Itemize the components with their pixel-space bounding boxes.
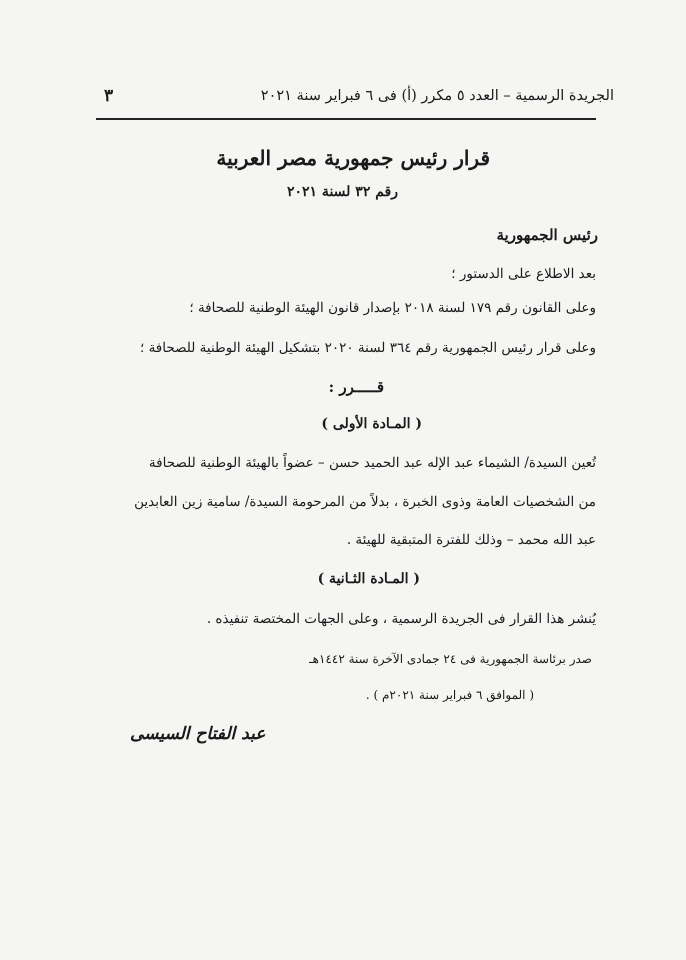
gazette-header: الجريدة الرسمية – العدد ٥ مكرر (أ) فى ٦ فبراير سنة ٢٠٢١ — [260, 88, 614, 104]
article-1-line: عبد الله محمد – وذلك للفترة المتبقية للهيئة . — [346, 532, 596, 548]
president-signature: عبد الفتاح السيسى — [130, 724, 266, 744]
article-1-line: من الشخصيات العامة وذوى الخبرة ، بدلاً من المرحومة السيدة/ سامية زين العابدين — [134, 494, 596, 510]
article-1-line: تُعين السيدة/ الشيماء عبد الإله عبد الحميد حسن – عضواً بالهيئة الوطنية للصحافة — [148, 455, 596, 471]
decided-heading: قـــــرر : — [328, 378, 384, 396]
header-rule — [96, 118, 596, 120]
page-number: ٣ — [104, 86, 114, 106]
article-1-heading: ( المـادة الأولى ) — [321, 416, 422, 432]
preamble-line: وعلى القانون رقم ١٧٩ لسنة ٢٠١٨ بإصدار قانون الهيئة الوطنية للصحافة ؛ — [189, 300, 596, 316]
decree-number: رقم ٣٢ لسنة ٢٠٢١ — [286, 184, 398, 200]
president-heading: رئيس الجمهورية — [496, 226, 598, 244]
preamble-line: بعد الاطلاع على الدستور ؛ — [451, 266, 596, 282]
article-2-line: يُنشر هذا القرار فى الجريدة الرسمية ، وعلى الجهات المختصة تنفيذه . — [206, 611, 596, 627]
corresponding-date: ( الموافق ٦ فبراير سنة ٢٠٢١م ) . — [365, 688, 534, 702]
issued-date: صدر برئاسة الجمهورية فى ٢٤ جمادى الآخرة سنة ١٤٤٢هـ — [309, 652, 592, 666]
article-2-heading: ( المـادة الثـانية ) — [317, 571, 420, 587]
preamble-line: وعلى قرار رئيس الجمهورية رقم ٣٦٤ لسنة ٢٠٢٠ بتشكيل الهيئة الوطنية للصحافة ؛ — [139, 340, 596, 356]
decree-title: قرار رئيس جمهورية مصر العربية — [216, 146, 490, 170]
